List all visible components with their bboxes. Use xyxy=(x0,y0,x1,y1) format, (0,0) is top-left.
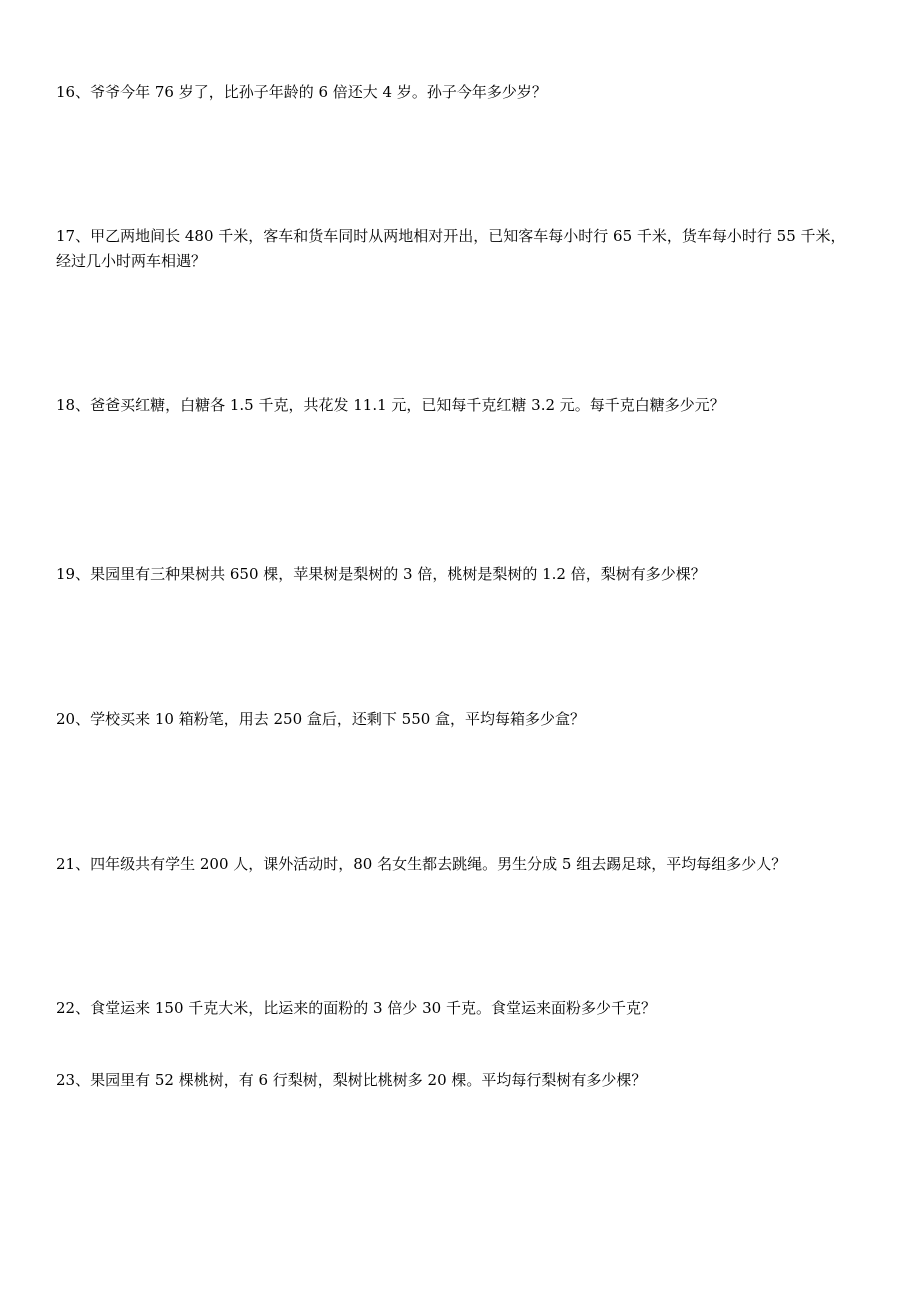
question-23 xyxy=(56,1068,876,1093)
question-16 xyxy=(56,80,876,105)
question-19 xyxy=(56,562,876,587)
question-line: 18、爸爸买红糖，白糖各 1.5 千克，共花发 11.1 元，已知每千克红糖 3.2 元。每千克白糖多少元？ xyxy=(56,396,725,414)
question-18 xyxy=(56,393,876,418)
question-line: 23、果园里有 52 棵桃树，有 6 行梨树，梨树比桃树多 20 棵。平均每行梨树有多少棵？ xyxy=(56,1071,647,1089)
question-line: 17、甲乙两地间长 480 千米，客车和货车同时从两地相对开出，已知客车每小时行 65 千米，货车每小时行 55 千米， xyxy=(56,227,846,245)
question-line: 16、爷爷今年 76 岁了，比孙子年龄的 6 倍还大 4 岁。孙子今年多少岁？ xyxy=(56,83,547,101)
question-21 xyxy=(56,852,876,877)
question-line: 经过几小时两车相遇？ xyxy=(56,252,207,270)
question-line: 19、果园里有三种果树共 650 棵，苹果树是梨树的 3 倍，桃树是梨树的 1.2 倍，梨树有多少棵？ xyxy=(56,565,706,583)
question-20 xyxy=(56,707,876,732)
question-line: 21、四年级共有学生 200 人，课外活动时，80 名女生都去跳绳。男生分成 5 组去踢足球，平均每组多少人？ xyxy=(56,855,787,873)
question-line: 20、学校买来 10 箱粉笔，用去 250 盒后，还剩下 550 盒，平均每箱多少盒？ xyxy=(56,710,586,728)
question-line: 22、食堂运来 150 千克大米，比运来的面粉的 3 倍少 30 千克。食堂运来面粉多少千克？ xyxy=(56,999,656,1017)
question-22 xyxy=(56,996,876,1021)
question-17 xyxy=(56,224,876,274)
